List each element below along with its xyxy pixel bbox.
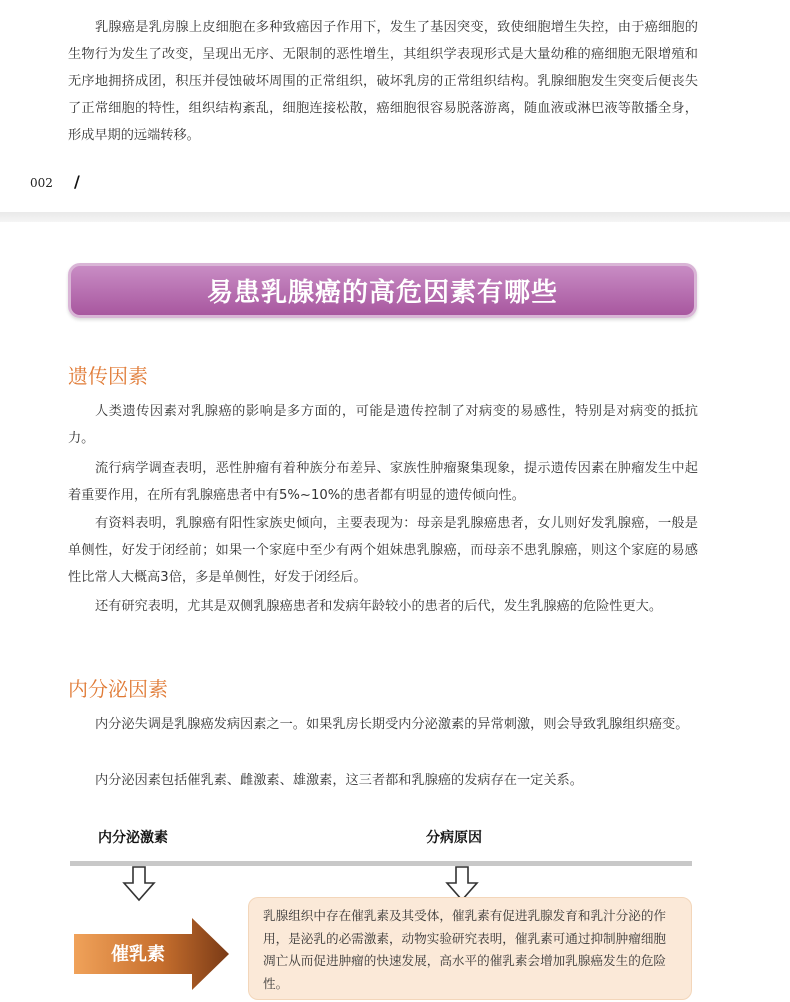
divider-line [70, 861, 692, 866]
endocrine-paragraph-1: 内分泌失调是乳腺癌发病因素之一。如果乳房长期受内分泌激素的异常刺激，则会导致乳腺组织癌变。 [95, 717, 689, 732]
genetic-paragraph-4: 还有研究表明，尤其是双侧乳腺癌患者和发病年龄较小的患者的后代，发生乳腺癌的危险性更大。 [95, 599, 663, 614]
genetic-paragraph-1: 人类遗传因素对乳腺癌的影响是多方面的，可能是遗传控制了对病变的易感性，特别是对病变的抵抗力。 [68, 404, 698, 446]
page-number: 002 [30, 176, 53, 190]
endocrine-hormone-label: 内分泌激素 [98, 830, 168, 846]
section-title: 易患乳腺癌的高危因素有哪些 [206, 278, 558, 308]
page-number-slash: / [74, 172, 80, 191]
intro-paragraph: 乳腺癌是乳房腺上皮细胞在多种致癌因子作用下，发生了基因突变，致使细胞增生失控，由于癌细胞的生物行为发生了改变，呈现出无序、无限制的恶性增生，其组织学表现形式是大量幼稚的癌细胞无限增殖和无序地拥挤成团，积压并侵蚀破坏周围的正常组织，破坏乳房的正常组织结构。乳腺细胞发生突变后便丧失了正常细胞的特性，组织结构紊乱，细胞连接松散，癌细胞很容易脱落游离，随血液或淋巴液等散播全身，形成早期的远端转移。 [68, 20, 698, 143]
genetic-factors-heading: 遗传因素 [68, 364, 148, 388]
prolactin-info-box [248, 897, 692, 1000]
genetic-paragraph-2: 流行病学调查表明，恶性肿瘤有着种族分布差异、家族性肿瘤聚集现象，提示遗传因素在肿瘤发生中起着重要作用，在所有乳腺癌患者中有5%~10%的患者都有明显的遗传倾向性。 [68, 461, 698, 503]
page-gap [0, 212, 790, 222]
disease-cause-label: 分病原因 [426, 830, 482, 846]
section-title-banner [68, 263, 697, 318]
genetic-paragraph-3: 有资料表明，乳腺癌有阳性家族史倾向，主要表现为：母亲是乳腺癌患者，女儿则好发乳腺癌，一般是单侧性，好发于闭经前；如果一个家庭中至少有两个姐妹患乳腺癌，而母亲不患乳腺癌，则这个家庭的易感性比常人大概高3倍，多是单侧性，好发于闭经后。 [68, 516, 698, 585]
prolactin-label: 催乳素 [111, 944, 165, 965]
previous-page [0, 0, 790, 212]
endocrine-factors-heading: 内分泌因素 [68, 677, 168, 701]
down-arrow-icon [122, 866, 156, 902]
prolactin-description: 乳腺组织中存在催乳素及其受体，催乳素有促进乳腺发育和乳汁分泌的作用，是泌乳的必需激素，动物实验研究表明，催乳素可通过抑制肿瘤细胞凋亡从而促进肿瘤的快速发展，高水平的催乳素会增加乳腺癌发生的危险性。 [263, 908, 666, 991]
endocrine-paragraph-2: 内分泌因素包括催乳素、雌激素、雄激素，这三者都和乳腺癌的发病存在一定关系。 [95, 773, 583, 788]
